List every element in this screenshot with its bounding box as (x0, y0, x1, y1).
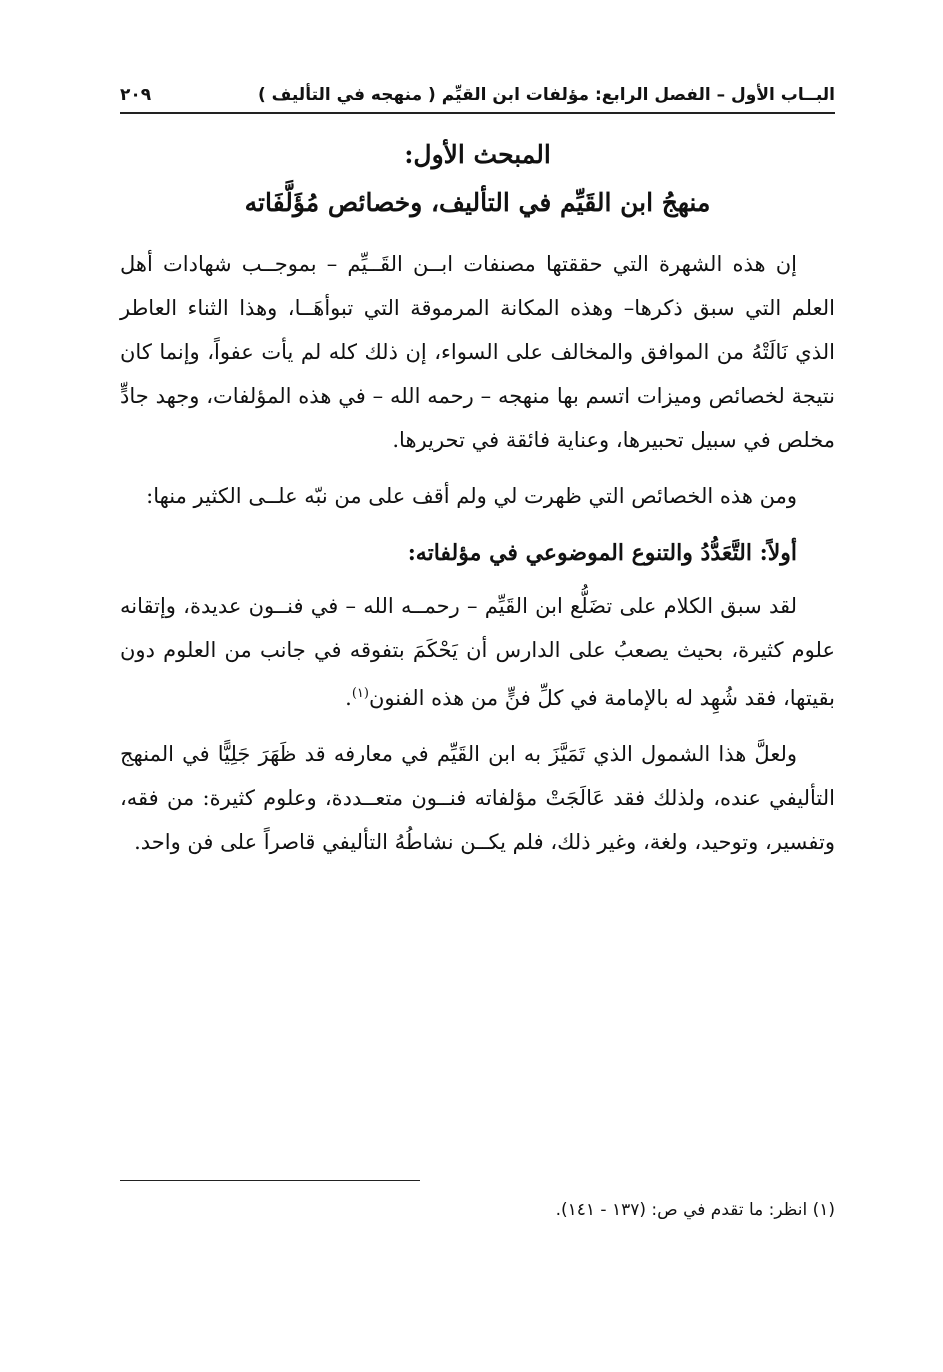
section-title: المبحث الأول: (404, 140, 551, 169)
paragraph-4: ولعلَّ هذا الشمول الذي تَمَيَّزَ به ابن القَيِّم في معارفه قد ظَهَرَ جَلِيًّا في المنهج التأليفي عنده، ولذلك فقد عَالَجَتْ مؤلفاته فنــون متعــددة، وعلوم كثيرة: من فقه، وتفسير، وتوحيد، ولغة، وغير ذلك، فلم يكــن نشاطُهُ التأليفي قاصراً على فن واحد. (120, 742, 835, 854)
footnote: (١) انظر: ما تقدم في ص: (١٣٧ - ١٤١). (555, 1200, 835, 1220)
subheading: أولاً: التَّعَدُّدُ والتنوع الموضوعي في مؤلفاته: (407, 540, 797, 566)
paragraph-2: ومن هذه الخصائص التي ظهرت لي ولم أقف على من نبّه علــى الكثير منها: (146, 484, 797, 508)
page-number: ٢٠٩ (120, 85, 152, 105)
footnote-ref: (١) (351, 686, 369, 701)
paragraph-3-end: . (345, 686, 352, 710)
section-subtitle: منهجُ ابن القَيِّم في التأليف، وخصائص مُؤَلَّفَاته (244, 188, 711, 217)
document-page (120, 78, 835, 1298)
footnote-divider (120, 1180, 420, 1181)
running-title: البــاب الأول – الفصل الرابع: مؤلفات ابن القيِّم ( منهجه في التأليف ) (257, 85, 835, 105)
paragraph-1: إن هذه الشهرة التي حققتها مصنفات ابــن القَــيِّم – بموجــب شهادات أهل العلم التي سبق ذكرها– وهذه المكانة المرموقة التي تبوأهَــا، وهذا الثناء العاطر الذي نَالَتْهُ من الموافق والمخالف على السواء، إن ذلك كله لم يأت عفواً، وإنما كان نتيجة لخصائص وميزات اتسم بها منهجه – رحمه الله – في هذه المؤلفات، وجهد جادٍّ مخلص في سبيل تحبيرها، وعناية فائقة في تحريرها. (120, 252, 835, 452)
paragraph-3 (120, 584, 835, 720)
running-header (120, 78, 835, 114)
paragraph-3-text: لقد سبق الكلام على تضَلُّع ابن القَيِّم – رحمــه الله – في فنــون عديدة، وإتقانه علوم كثيرة، بحيث يصعبُ على الدارس أن يَحْكَمَ بتفوقه في جانب من العلوم دون بقيتها، فقد شُهِد له بالإمامة في كلِّ فنٍّ من هذه الفنون (120, 594, 835, 710)
